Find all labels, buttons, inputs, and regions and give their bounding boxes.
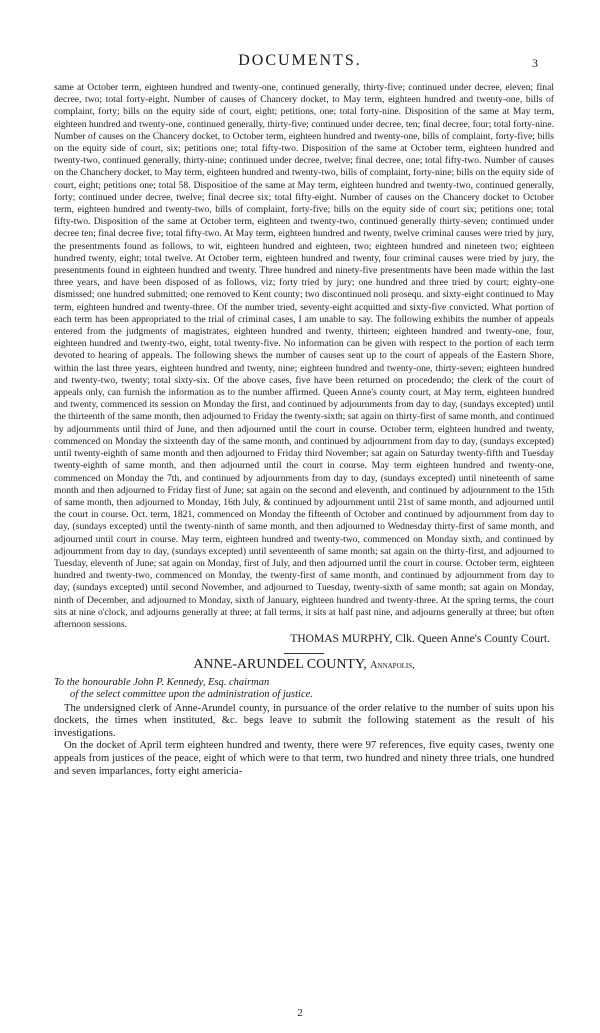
section-heading — [54, 659, 554, 672]
place-name: Annapolis, — [370, 660, 415, 672]
page-number: 3 — [532, 56, 538, 70]
paragraph-court-records: same at October term, eighteen hundred and twenty-one, continued generally, thirty-five; continued under decree, eleven; final decree, two; total forty-eight. Number of causes of Chancery docket, to May term, eighteen hundred and twenty-one, bills of complaint, forty; bills on the equity side of court, eight; petitions, one; total forty-nine. Disposition of the same at May term, eighteen hundred and twenty-one, continued generally, thirty-five; continued under decree, ten; final decree, four; total forty-nine. Number of causes on the Chancery docket, to October term, eighteen hundred and twenty-one, bills of complaint, forty-five; bills on the equity side of court, six; petitions one; total fifty-two. Disposition of the same at October term, eighteen hundred and twenty-two, continued generally, thirty-nine; continued under decree, twelve; final decree, one; total fifty-two. Number of causes on the Chanchery docket, to May term, eighteen hundred and twenty-two, bills of complaint, forty-nine; bills on the equity side of court, eight; petitions one; total 58. Dispositioe of the same at May term, eighteen hundred and twenty-two, continued generally, forty; continued under decree, twelve; final decree six; total fifty-eight. Number of causes on the Chancery docket to October term, eighteen hundred and twenty-two, bills of complaint, forty-five; bills on the equity side of court six; petitions one; total fifty-two. Disposition of the same at October term, eighteen and twenty-two, continued generally thirty-seven; continued under decree ten; final decree five; total fifty-two. At May term, eighteen hundred and twenty, twelve criminal causes were tried by jury, the presentments found as follows, to wit, eighteen hundred and eighteen, two; eighteen hundred and nineteen two; eighteen hundred twenty, eight; total twelve. At October term, eighteen hundred and twenty, four criminal causes were tried by jury, the presentments found in eighteen hundred and twenty. Three hundred and ninety-five presentments have been made within the last three years, and have been disposed of as follows, viz; forty tried by jury; one hundred and three tried by court; eighty-one dismissed; one hundred submitted; one removed to Kent county; two discontinued noli prosequ. and sixty-eight continued to May term, eighteen hundred and twenty-three. Of the number tried, seventy-eight acquitted and sixty-five convicted. What portion of each term has been appropriated to the trial of criminal cases, I am unable to say. The following exhibits the number of appeals entered from the judgments of magistrates, eighteen hundred and twenty, thirteen; eighteen hundred and twenty-one, four, eighteen hundred and twenty-two, eight, total twenty-five. No information can be given with respect to the portion of each term devoted to hearing of appeals. The following shews the number of causes sent up to the court of appeals of the Eastern Shore, within the last three years, eighteen hundred and twenty, nine; eighteen hundred and twenty-one, thirty-seven; eighteen hundred and twenty-two, twenty; total sixty-six. Of the above cases, five have been returned on procedendo; the clerk of the court of appeals only, can furnish the information as to the number affirmed. Queen Anne's county court, at May term, eighteen hundred and twenty, commenced its session on Monday the first, and continued by adjournments from day to day, (sundays excepted) until the thirteenth of the same month, then adjourned to Friday the twenty-sixth; sat again on thirty-first of same month, and continued by adjournments until third of June, and then adjourned until the court in course. October term, eighteen hundred and twenty, commenced on Monday the sixteenth day of the same month, and continued by adjournment from day to day, (sundays excepted) until twenty-eighth of same month and then adjourned to Friday third November; sat again on Saturday twenty-fifth and Tuesday twenty-eighth of same month, and then adjourned until the court in course. May term eighteen hundred and twenty-one, commenced on Monday the 7th, and continued by adjournments from day to day, (sundays excepted) until nineteenth of same month and then adjourned to Friday first of June; sat again on the second and eleventh, and continued by adjournment to the 15th of same month, then adjourned to Monday, 16th July, & continued by adjournment until 21st of same month, and adjourned until the court in course. Oct. term, 1821, commenced on Monday the fifteenth of October and continued by adjournment from day to day, (sundays excepted) until the twenty-ninth of same month, and then adjourned to Wednesday thirty-first of same month, and adjourned until court in course. May term, eighteen hundred and twenty-two, commenced on Monday sixth, and continued by adjournment from day to day, (sundays excepted) until seventeenth of same month; sat again on the thirty-first, and adjourned to Tuesday, eleventh of June; sat again on Monday, first of July, and then adjourned until the court in course. October term, eighteen hundred and twenty-two, commenced on Monday, the twenty-first of same month, and continued by adjournment from day to day, (sundays excepted) until second November, and adjourned to Tuesday, twenty-sixth of same month; sat again on Monday, ninth of December, and adjourned to Monday, sixth of January, eighteen hundred and twenty-three. At the spring terms, the court sits at nine o'clock, and adjourns generally at three; at fall terms, it sits at half past nine, and adjourns generally at three; but often afternoon sessions. — [54, 82, 554, 630]
body-text — [54, 82, 554, 778]
running-title: DOCUMENTS. — [238, 52, 362, 69]
signature-mark: 2 — [297, 1007, 303, 1019]
salutation-line-1: To the honourable John P. Kennedy, Esq. chairman — [54, 676, 270, 688]
salutation-line-2: of the select committee upon the administration of justice. — [70, 688, 313, 700]
letter-paragraph-1: The undersigned clerk of Anne-Arundel county, in pursuance of the order relative to the number of suits upon his dockets, the times when instituted, &c. begs leave to submit the following statement as the result of his investigations. — [54, 702, 554, 739]
clerk-signature: THOMAS MURPHY, Clk. Queen Anne's County Court. — [290, 633, 550, 646]
letter-body — [54, 703, 554, 779]
letter-paragraph-2: On the docket of April term eighteen hundred and twenty, there were 97 references, five equity cases, twenty one appeals from justices of the peace, eight of which were to that term, two hundred and ninety three trials, one hundred and seven imparlances, forty eight americia- — [54, 740, 554, 777]
county-name: ANNE-ARUNDEL COUNTY, — [193, 657, 367, 673]
section-divider — [284, 653, 324, 654]
salutation — [54, 677, 554, 701]
